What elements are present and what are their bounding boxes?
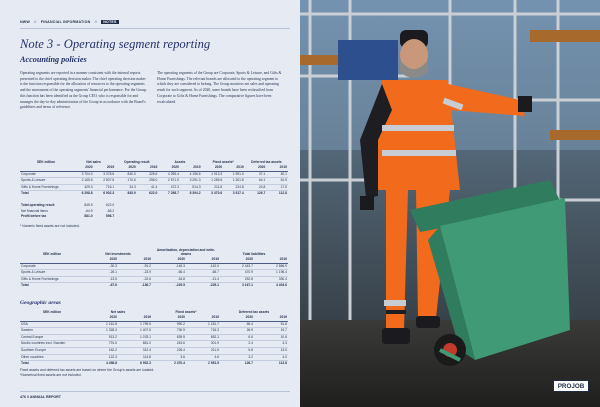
table-cell: 170.6 xyxy=(115,178,137,185)
table-cell: 2 807.6 xyxy=(94,178,116,185)
table-cell: 1 913.3 xyxy=(202,171,224,178)
column-group: Amortisation, depreciation and write-downs xyxy=(156,248,216,257)
column-group: Assets xyxy=(174,160,186,165)
table-cell: 652.1 xyxy=(186,334,220,341)
row-label: Total xyxy=(20,361,84,367)
table-cell: -21.4 xyxy=(186,276,220,283)
table-row xyxy=(20,341,288,348)
column-group: Fixed assets* xyxy=(175,310,197,315)
table-cell: 255.0 xyxy=(137,178,159,185)
table-cell: 3 517.4 xyxy=(223,191,245,197)
table-cell: 1 328.3 xyxy=(84,328,118,335)
total-row xyxy=(20,191,288,197)
geographic-table xyxy=(20,304,288,367)
table-cell: 4 255.4 xyxy=(158,171,180,178)
photo-page xyxy=(300,0,600,407)
year-header: 2020 xyxy=(84,257,118,263)
table-cell: 5.8 xyxy=(220,347,254,354)
table-cell: 10.6 xyxy=(254,334,288,341)
table-row xyxy=(20,276,288,283)
table-cell: 4 403.6 xyxy=(254,283,288,289)
column-group: Total liabilities xyxy=(242,252,266,257)
table-cell: -65.7 xyxy=(186,270,220,277)
table-cell: 126.7 xyxy=(220,361,254,367)
table-cell: 24.8 xyxy=(245,184,267,191)
header-rule xyxy=(20,28,290,29)
table-cell: 228.4 xyxy=(152,347,186,354)
table-cell: 122.3 xyxy=(84,354,118,361)
table-cell: 472.3 xyxy=(158,184,180,191)
year-header: 2019 xyxy=(118,257,152,263)
year-header: 2020 xyxy=(152,315,186,321)
column-group: Deferred tax assets xyxy=(251,160,282,165)
table-cell: 622.0 xyxy=(105,202,115,207)
table-cell: 2 470.4 xyxy=(152,361,186,367)
footer-title: ANNUAL REPORT xyxy=(29,395,61,399)
table-unit: SEK million xyxy=(42,252,62,257)
header-brand: NWW xyxy=(20,20,30,24)
table-cell: 1 301.6 xyxy=(223,178,245,185)
table-cell: -229.5 xyxy=(152,283,186,289)
year-header: 2020 xyxy=(220,257,254,263)
table-cell: 2.4 xyxy=(220,341,254,348)
table-cell: 2 571.0 xyxy=(158,178,180,185)
table-cell: 40.1 xyxy=(266,171,288,178)
table-cell: 112.8 xyxy=(254,361,288,367)
table-cell: 1 991.0 xyxy=(223,171,245,178)
table-cell: 1 078.1 xyxy=(118,334,152,341)
table-row xyxy=(20,354,288,361)
table-cell: 791.0 xyxy=(84,341,118,348)
row-label: Southern Europe xyxy=(20,347,84,354)
running-header xyxy=(20,20,290,24)
table-cell: 3 167.1 xyxy=(220,283,254,289)
year-header: 2019 xyxy=(266,165,288,171)
table-row xyxy=(20,184,288,191)
table-cell: 4 498.8 xyxy=(84,361,118,367)
table-cell: 112.8 xyxy=(266,191,288,197)
table-unit: SEK million xyxy=(42,310,62,315)
table-footnote: * Numeric fixed assets are not included. xyxy=(20,223,80,228)
table-cell: -146.3 xyxy=(152,263,186,270)
year-header: 2019 xyxy=(254,315,288,321)
header-separator-2: // xyxy=(94,20,97,24)
table-row xyxy=(20,178,288,185)
table-cell: -13.5 xyxy=(84,276,118,283)
row-label: Sports & Leisure xyxy=(20,178,72,185)
page-title: Note 3 - Operating segment reporting xyxy=(20,37,211,51)
body-paragraph-2: The operating segments of the Group are Corporate, Sports & Leisure, and Gifts & Home Furnishings. The relevant brands are allocated to the operating segment to which they are considered to belong. The Group monitors net sales and operating result for each segment. As of 2020, some brands have been reclassified from Corporate to Gifts & Home Furnishings. The comparative figures have been recalculated. xyxy=(157,71,282,104)
year-header: 2019 xyxy=(118,315,152,321)
table-cell: 17.5 xyxy=(266,184,288,191)
table-cell: 3 378.6 xyxy=(94,171,116,178)
table-cell: 312.4 xyxy=(118,347,152,354)
table-row xyxy=(20,334,288,341)
table-row xyxy=(20,171,288,178)
table-cell: 19.7 xyxy=(254,328,288,335)
table-cell: 845.9 xyxy=(115,191,137,197)
year-header: 2020 xyxy=(220,315,254,321)
geographic-footnote-2: *Numerical fixed assets are not included. xyxy=(20,373,82,377)
table-cell: 330.4 xyxy=(254,276,288,283)
table-cell: 913.2 xyxy=(84,334,118,341)
table-cell: -23.9 xyxy=(118,270,152,277)
column-group: Net investments xyxy=(105,252,131,257)
year-header: 2019 xyxy=(254,257,288,263)
table-cell: 4.6 xyxy=(186,354,220,361)
body-paragraph-1: Operating segments are reported in a manner consistent with the internal reports presented to the chief operating decision maker. The chief operating decision maker is the function responsible for the allocation of resources to the operating segments and the assessment of the operating segments' financial performance. For the Group, this function has been identified as the Group CEO, who is responsible for and manages the day-to-day administration of the Group in accordance with the Board's guidelines and terms of reference. xyxy=(20,71,147,110)
total-row xyxy=(20,283,288,289)
table-cell: -64.9 xyxy=(85,208,93,213)
year-header: 2019 xyxy=(137,165,159,171)
table-cell: 861.0 xyxy=(118,341,152,348)
table-row xyxy=(20,328,288,335)
table-cell: 514.3 xyxy=(180,184,202,191)
table-unit: SEK million xyxy=(36,160,56,165)
table-cell: 3 291.3 xyxy=(180,178,202,185)
table-cell: 6 298.8 xyxy=(72,191,94,197)
section-heading: Accounting policies xyxy=(20,55,87,64)
column-group: Operating result xyxy=(124,160,150,165)
year-header: 2020 xyxy=(84,315,118,321)
table-cell: 4.3 xyxy=(254,341,288,348)
table-cell: -225.1 xyxy=(186,283,220,289)
year-header: 2020 xyxy=(158,165,180,171)
table-cell: 2 951.5 xyxy=(186,361,220,367)
column-group: Fixed assets* xyxy=(212,160,234,165)
table-cell: 51.8 xyxy=(254,321,288,328)
segment-table xyxy=(20,154,288,228)
table-cell: 126.7 xyxy=(245,191,267,197)
row-label: Total xyxy=(20,283,84,289)
table-cell: 34.3 xyxy=(115,184,137,191)
table-cell: -66.4 xyxy=(152,270,186,277)
header-section[interactable]: FINANCIAL INFORMATION xyxy=(40,20,91,24)
table-cell: 65.4 xyxy=(220,321,254,328)
table-row xyxy=(20,321,288,328)
year-header: 2020 xyxy=(245,165,267,171)
row-label: Sports & Leisure xyxy=(20,270,84,277)
row-label: Central Europe xyxy=(20,334,84,341)
year-header: 2019 xyxy=(180,165,202,171)
table-cell: 1 407.5 xyxy=(118,328,152,335)
table-cell: 7 298.7 xyxy=(158,191,180,197)
table-cell: 13.0 xyxy=(254,347,288,354)
table-cell: 2 165.5 xyxy=(72,178,94,185)
table-cell: 990.2 xyxy=(152,321,186,328)
table-cell: 622.0 xyxy=(137,191,159,197)
table-cell: 6.6 xyxy=(220,334,254,341)
table-cell: 61.9 xyxy=(266,178,288,185)
column-group: Deferred tax assets xyxy=(238,310,270,315)
table-cell: 4.0 xyxy=(254,354,288,361)
row-label: Profit before tax xyxy=(21,214,47,219)
table-cell: 716.1 xyxy=(94,184,116,191)
row-label: Net financial items xyxy=(21,208,48,213)
table-cell: 1 799.5 xyxy=(118,321,152,328)
year-header: 2020 xyxy=(115,165,137,171)
table-row xyxy=(20,347,288,354)
segment-table-2 xyxy=(20,246,288,289)
table-cell: 4 196.6 xyxy=(180,171,202,178)
table-cell: 41.4 xyxy=(137,184,159,191)
table-cell: 2 866.9 xyxy=(254,263,288,270)
row-label: Sweden xyxy=(20,328,84,335)
table-cell: -136.7 xyxy=(118,283,152,289)
workwear-photo xyxy=(300,0,600,407)
table-cell: 1 196.4 xyxy=(254,270,288,277)
table-cell: 1 181.7 xyxy=(186,321,220,328)
table-cell: 37.1 xyxy=(245,171,267,178)
table-row xyxy=(20,263,288,270)
table-cell: 2 443.7 xyxy=(220,263,254,270)
table-cell: 716.3 xyxy=(186,328,220,335)
year-header: 2019 xyxy=(94,165,116,171)
table-cell: 243.6 xyxy=(152,341,186,348)
header-current-section[interactable]: NOTES xyxy=(103,20,117,24)
row-label: USA xyxy=(20,321,84,328)
table-cell: 325.6 xyxy=(137,171,159,178)
table-cell: 8 394.2 xyxy=(180,191,202,197)
row-label: Corporate xyxy=(20,171,72,178)
row-label: Total xyxy=(20,191,72,197)
table-cell: -65.2 xyxy=(106,208,115,213)
table-cell: -30.3 xyxy=(84,263,118,270)
header-separator: // xyxy=(34,20,37,24)
table-cell: -16.8 xyxy=(152,276,186,283)
table-cell: 470.9 xyxy=(220,270,254,277)
table-cell: -26.1 xyxy=(84,270,118,277)
table-cell: 26.9 xyxy=(220,328,254,335)
table-cell: 3.2 xyxy=(220,354,254,361)
year-header: 2019 xyxy=(186,257,220,263)
brand-logo: PROJOB xyxy=(553,380,589,392)
table-cell: 1 161.8 xyxy=(84,321,118,328)
table-cell: 639.5 xyxy=(152,334,186,341)
table-cell: 556.7 xyxy=(105,214,115,219)
year-header: 2020 xyxy=(72,165,94,171)
total-row xyxy=(20,361,288,367)
table-cell: 3.6 xyxy=(152,354,186,361)
column-group: Net sales xyxy=(86,160,101,165)
table-cell: 1 255.6 xyxy=(202,178,224,185)
table-cell: -67.6 xyxy=(84,283,118,289)
table-cell: -22.6 xyxy=(118,276,152,283)
row-label: Other countries xyxy=(20,354,84,361)
row-label: Total operating result xyxy=(21,202,55,207)
page-number: 476 xyxy=(20,395,26,399)
row-label: Corporate xyxy=(20,263,84,270)
year-header: 2019 xyxy=(223,165,245,171)
table-cell: 840.0 xyxy=(115,171,137,178)
table-cell: 429.3 xyxy=(72,184,94,191)
table-cell: -91.2 xyxy=(118,263,152,270)
table-cell: 845.9 xyxy=(84,202,93,207)
table-cell: -142.0 xyxy=(186,263,220,270)
table-cell: 211.5 xyxy=(186,347,220,354)
table-cell: 182.2 xyxy=(84,347,118,354)
row-label: Nordic countries excl. Sweden xyxy=(20,341,84,348)
year-header: 2020 xyxy=(152,257,186,263)
table-cell: 6 902.3 xyxy=(118,361,152,367)
table-cell: 252.8 xyxy=(220,276,254,283)
table-cell: 224.8 xyxy=(223,184,245,191)
table-cell: 301.9 xyxy=(186,341,220,348)
page-footer xyxy=(20,395,61,399)
blue-sign xyxy=(338,40,398,80)
table-cell: 3 470.6 xyxy=(202,191,224,197)
footer-rule xyxy=(20,391,290,392)
table-cell: 114.8 xyxy=(118,354,152,361)
table-cell: 64.1 xyxy=(245,178,267,185)
year-header: 2019 xyxy=(186,315,220,321)
geographic-footnote-1: Fixed assets and deferred tax assets are based on where the Group's assets are located. xyxy=(20,368,155,372)
year-header: 2020 xyxy=(202,165,224,171)
column-group: Net sales xyxy=(110,310,126,315)
table-cell: 881.0 xyxy=(84,214,93,219)
table-cell: 6 902.3 xyxy=(94,191,116,197)
row-label: Gifts & Home Furnishings xyxy=(20,184,72,191)
table-row xyxy=(20,270,288,277)
row-label: Gifts & Home Furnishings xyxy=(20,276,84,283)
footer-separator: // xyxy=(27,395,29,399)
table-cell: 730.9 xyxy=(152,328,186,335)
geographic-heading: Geographic areas xyxy=(20,300,61,306)
table-cell: 211.8 xyxy=(202,184,224,191)
table-cell: 3 704.0 xyxy=(72,171,94,178)
